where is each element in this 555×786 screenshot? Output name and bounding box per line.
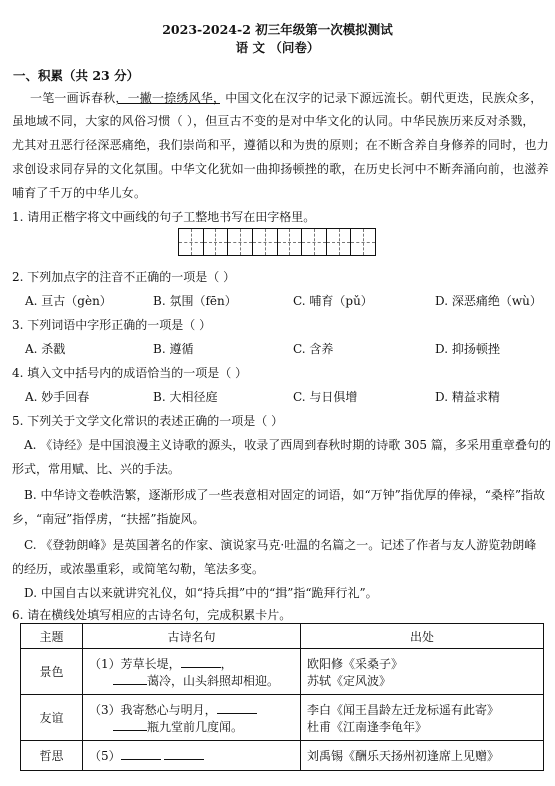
grid-cell[interactable]	[228, 229, 253, 255]
poem-line-end: 蔼冷，山头斜照却相迎。	[147, 673, 280, 688]
grid-cell[interactable]	[278, 229, 303, 255]
q3-option-a[interactable]: A. 杀戳	[25, 342, 66, 356]
grid-cell[interactable]	[253, 229, 278, 255]
accumulation-card-table	[20, 623, 544, 771]
answer-blank[interactable]	[113, 673, 147, 685]
passage-line-2: 虽地域不同，大家的风俗习惯（ ），但亘古不变的是对中华文化的认同。中华民族历来反对杀戮，	[12, 114, 535, 128]
passage-line-3: 尤其对丑恶行径深恶痛绝，我们崇尚和平，遵循以和为贵的原则；在不断含养自身修养的同时，也力	[12, 138, 549, 152]
exam-subtitle: 语 文 （问卷）	[235, 40, 320, 55]
row-theme: 友谊	[21, 695, 83, 741]
poem-line-end: 瓶九堂前几度闻。	[147, 719, 244, 734]
grid-cell[interactable]	[327, 229, 352, 255]
grid-cell[interactable]	[204, 229, 229, 255]
table-row	[21, 695, 544, 741]
answer-blank[interactable]	[113, 719, 147, 731]
header-source: 出处	[301, 624, 544, 649]
question-4: 4. 填入文中括号内的成语恰当的一项是（ ）	[12, 366, 248, 380]
q3-option-c[interactable]: C. 含养	[293, 342, 334, 356]
table-row	[21, 741, 544, 771]
question-6: 6. 请在横线处填写相应的古诗名句，完成积累卡片。	[12, 608, 292, 622]
header-theme: 主题	[21, 624, 83, 649]
row-source-cell	[301, 741, 544, 771]
q2-option-c[interactable]: C. 哺育（pǔ）	[293, 294, 373, 308]
q4-option-d[interactable]: D. 精益求精	[435, 390, 500, 404]
question-2: 2. 下列加点字的注音不正确的一项是（ ）	[12, 270, 236, 284]
q2-option-d[interactable]: D. 深恶痛绝（wù）	[435, 294, 542, 308]
q3-option-d[interactable]: D. 抑扬顿挫	[435, 342, 500, 356]
q5-option-a[interactable]: A. 《诗经》是中国浪漫主义诗歌的源头，收录了西周到春秋时期的诗歌 305 篇，多采用重章叠句的	[24, 438, 551, 452]
q5-option-c-cont: 的经历，或浓墨重彩，或简笔勾勒，笔法多变。	[12, 562, 265, 576]
poem-line-start: （1）芳草长堤，	[89, 656, 181, 671]
grid-cell[interactable]	[179, 229, 204, 255]
tianzige-grid[interactable]	[178, 228, 376, 256]
row-poem-cell: （1）芳草长堤， ， 蔼冷，山头斜照却相迎。	[83, 649, 301, 695]
source-1: 刘禹锡《酬乐天扬州初逢席上见赠》	[307, 749, 500, 763]
q3-option-b[interactable]: B. 遵循	[153, 342, 194, 356]
source-2: 苏轼《定风波》	[307, 673, 392, 688]
question-1: 1. 请用正楷字将文中画线的句子工整地书写在田字格里。	[12, 210, 316, 224]
exam-title: 2023-2024-2 初三年级第一次模拟测试	[162, 22, 393, 37]
q2-option-a[interactable]: A. 亘古（gèn）	[25, 294, 112, 308]
q5-option-b[interactable]: B. 中华诗文卷帙浩繁，逐渐形成了一些表意相对固定的词语，如“万钟”指优厚的俸禄，“桑梓”指故	[24, 488, 545, 502]
passage-line-5: 哺育了千万的中华儿女。	[12, 186, 147, 200]
answer-blank[interactable]	[217, 702, 257, 714]
answer-blank[interactable]	[181, 656, 221, 668]
q4-option-a[interactable]: A. 妙手回春	[25, 390, 90, 404]
row-poem-cell	[83, 741, 301, 771]
q5-option-a-cont: 形式，常用赋、比、兴的手法。	[12, 462, 181, 476]
q5-option-c[interactable]: C. 《登勃朗峰》是英国著名的作家、演说家马克·吐温的名篇之一。记述了作者与友人游览勃朗峰	[24, 538, 537, 552]
q5-option-d[interactable]: D. 中国自古以来就讲究礼仪，如“持兵揖”中的“揖”指“跪拜行礼”。	[24, 586, 378, 600]
q4-option-c[interactable]: C. 与日俱增	[293, 390, 358, 404]
passage-line-1: 一笔一画诉春秋，一撇一捺绣风华，中国文化在汉字的记录下源远流长。朝代更迭，民族众多，	[30, 91, 543, 105]
q2-option-b[interactable]: B. 氛围（fēn）	[153, 294, 237, 308]
source-1: 欧阳修《采桑子》	[307, 656, 404, 671]
poem-line-start: （3）我寄愁心与明月，	[89, 702, 217, 717]
question-3: 3. 下列词语中字形正确的一项是（ ）	[12, 318, 212, 332]
source-1: 李白《闻王昌龄左迁龙标遥有此寄》	[307, 702, 500, 717]
grid-cell[interactable]	[302, 229, 327, 255]
poem-line-start: （5）	[89, 749, 121, 763]
grid-cell[interactable]	[351, 229, 375, 255]
source-2: 杜甫《江南逢李龟年》	[307, 719, 428, 734]
row-theme: 哲思	[21, 741, 83, 771]
header-poem: 古诗名句	[83, 624, 301, 649]
answer-blank[interactable]	[164, 748, 204, 760]
underline-mark	[118, 103, 220, 104]
q5-option-b-cont: 乡，“南冠”指俘虏，“扶摇”指旋风。	[12, 512, 205, 526]
row-poem-cell	[83, 695, 301, 741]
table-header-row	[21, 624, 544, 649]
table-row	[21, 649, 544, 695]
row-theme: 景色	[21, 649, 83, 695]
section-heading: 一、积累（共 23 分）	[13, 68, 140, 83]
passage-line-4: 求创设求同存异的文化氛围。中华文化犹如一曲抑扬顿挫的歌，在历史长河中不断奔涌向前，也滋养	[12, 162, 549, 176]
question-5: 5. 下列关于文学文化常识的表述正确的一项是（ ）	[12, 414, 284, 428]
row-source-cell	[301, 695, 544, 741]
answer-blank[interactable]	[121, 748, 161, 760]
row-source-cell	[301, 649, 544, 695]
q4-option-b[interactable]: B. 大相径庭	[153, 390, 218, 404]
